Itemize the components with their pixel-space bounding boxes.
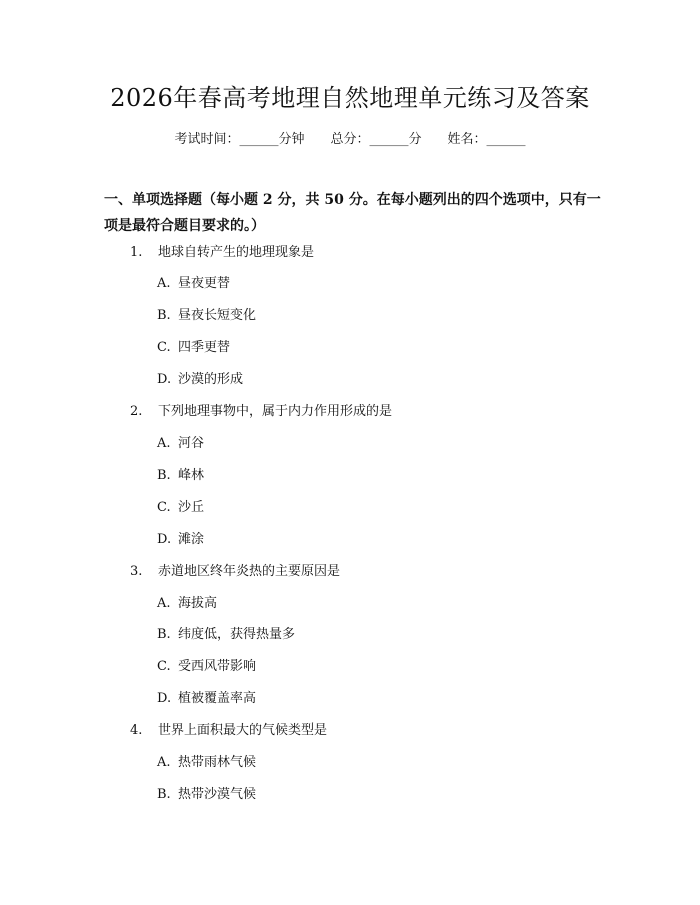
option-text: 植被覆盖率高: [178, 691, 257, 706]
option-text: 四季更替: [178, 340, 231, 355]
option-letter: A.: [157, 755, 171, 770]
option-2b: [157, 466, 204, 486]
name-label: 姓名：: [447, 132, 487, 147]
option-text: 昼夜更替: [178, 276, 231, 291]
question-number: 3.: [130, 564, 143, 579]
option-text: 热带雨林气候: [178, 755, 257, 770]
option-letter: D.: [157, 532, 172, 547]
page-title: 2026年春高考地理自然地理单元练习及答案: [110, 84, 590, 112]
option-2a: [157, 434, 204, 454]
question-text: 世界上面积最大的气候类型是: [158, 723, 328, 738]
option-text: 受西风带影响: [178, 659, 257, 674]
option-letter: B.: [157, 787, 171, 802]
option-1c: [157, 338, 230, 358]
option-text: 纬度低，获得热量多: [178, 627, 296, 642]
question-text: 下列地理事物中，属于内力作用形成的是: [158, 404, 393, 419]
option-letter: C.: [157, 340, 171, 355]
option-letter: C.: [157, 659, 171, 674]
option-4b: [157, 785, 256, 805]
option-letter: A.: [157, 436, 171, 451]
section-heading: 一、单项选择题（每小题 2 分，共 50 分。在每小题列出的四个选项中，只有一项是最符合题目要求的。）: [104, 192, 601, 234]
option-3a: [157, 594, 217, 614]
option-letter: D.: [157, 691, 172, 706]
option-text: 峰林: [178, 468, 205, 483]
option-letter: B.: [157, 308, 171, 323]
question-text: 赤道地区终年炎热的主要原因是: [158, 564, 341, 579]
score-unit: 分: [408, 132, 422, 147]
option-2d: [157, 530, 204, 550]
time-unit: 分钟: [278, 132, 305, 147]
time-label: 考试时间：: [174, 132, 240, 147]
question-number: 1.: [130, 245, 143, 260]
option-1a: [157, 274, 230, 294]
option-text: 海拔高: [178, 596, 218, 611]
option-1d: [157, 370, 243, 390]
option-text: 沙丘: [178, 500, 205, 515]
option-letter: B.: [157, 627, 171, 642]
option-text: 滩涂: [178, 532, 205, 547]
option-text: 沙漠的形成: [178, 372, 244, 387]
option-text: 河谷: [178, 436, 205, 451]
name-blank: ______: [486, 132, 526, 147]
question-3: [130, 562, 340, 582]
time-blank: ______: [239, 132, 279, 147]
question-1: [130, 243, 314, 263]
option-letter: A.: [157, 596, 171, 611]
option-3d: [157, 689, 256, 709]
question-2: [130, 402, 392, 422]
option-2c: [157, 498, 204, 518]
option-letter: C.: [157, 500, 171, 515]
option-4a: [157, 753, 256, 773]
exam-info-line: [0, 128, 700, 152]
score-blank: ______: [369, 132, 409, 147]
score-label: 总分：: [330, 132, 370, 147]
question-text: 地球自转产生的地理现象是: [158, 245, 315, 260]
option-letter: B.: [157, 468, 171, 483]
option-3c: [157, 657, 256, 677]
option-text: 昼夜长短变化: [178, 308, 257, 323]
option-1b: [157, 306, 256, 326]
question-number: 2.: [130, 404, 143, 419]
question-number: 4.: [130, 723, 143, 738]
option-3b: [157, 625, 295, 645]
option-letter: A.: [157, 276, 171, 291]
question-4: [130, 721, 327, 741]
option-letter: D.: [157, 372, 172, 387]
option-text: 热带沙漠气候: [178, 787, 257, 802]
